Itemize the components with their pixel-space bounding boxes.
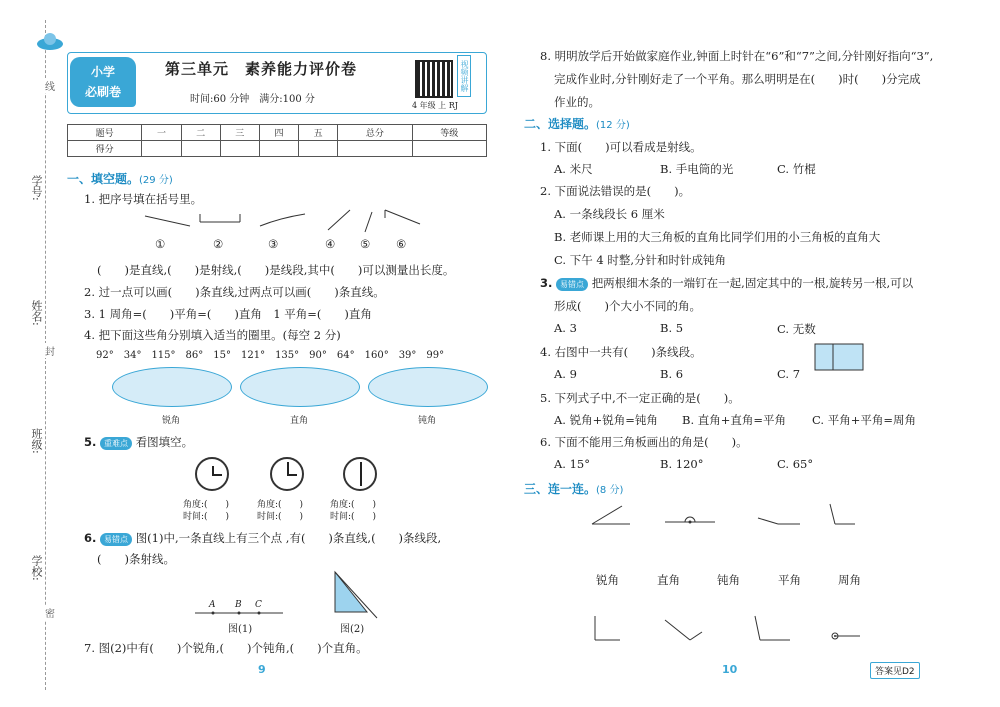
option[interactable]: B. 120°: [660, 457, 704, 471]
score-input[interactable]: [259, 141, 298, 157]
question-6-cont: ( )条射线。: [97, 552, 175, 566]
logo-line-2: 必刷卷: [84, 85, 121, 99]
score-input[interactable]: [412, 141, 486, 157]
choice-3-cont: 形成( )个大小不同的角。: [554, 299, 701, 313]
q1-label: ④: [325, 237, 336, 251]
option[interactable]: C. 竹棍: [777, 162, 816, 176]
section-title: 三、连一连。: [524, 482, 597, 496]
q1-label: ①: [155, 237, 166, 251]
score-table-header: [68, 125, 487, 141]
clock-degree: 角度:( ): [257, 500, 304, 510]
section-2-heading: [524, 115, 630, 132]
option[interactable]: A. 锐角+锐角=钝角: [554, 413, 658, 427]
q1-label: ⑥: [396, 237, 407, 251]
section-points: (8 分): [596, 485, 624, 496]
mascot-icon: [35, 30, 65, 52]
set-label: 钝角: [418, 416, 437, 426]
question-number: 5.: [84, 435, 97, 449]
option[interactable]: A. 3: [554, 321, 577, 335]
right-set-ellipse[interactable]: [240, 367, 360, 407]
match-label[interactable]: 直角: [657, 573, 680, 587]
table-cell: 等级: [412, 125, 486, 141]
acute-set-ellipse[interactable]: [112, 367, 232, 407]
question-text: 看图填空。: [135, 435, 194, 449]
brand-logo: [70, 57, 136, 107]
point-label: A: [209, 600, 216, 610]
exam-info: 时间:60 分钟 满分:100 分: [190, 94, 315, 105]
binding-seal-label: 封: [45, 343, 55, 358]
student-id-label: 学号:: [30, 175, 43, 201]
table-cell: 题号: [68, 125, 142, 141]
clock-icon: [270, 457, 304, 491]
q1-figures: [140, 208, 420, 248]
match-label[interactable]: 周角: [838, 573, 861, 587]
page-title: 第三单元 素养能力评价卷: [165, 60, 358, 78]
option[interactable]: B. 老师课上用的大三角板的直角比同学们用的小三角板的直角大: [554, 230, 881, 244]
grade-label: 4 年级 上 RJ: [412, 101, 458, 110]
score-table-row: [68, 141, 487, 157]
question-8-line-3: 作业的。: [554, 95, 600, 109]
question-number: 3.: [540, 276, 553, 290]
obtuse-set-ellipse[interactable]: [368, 367, 488, 407]
match-top-angles: [590, 502, 890, 532]
option[interactable]: A. 一条线段长 6 厘米: [554, 207, 665, 221]
option[interactable]: C. 平角+平角=周角: [812, 413, 916, 427]
option[interactable]: B. 直角+直角=平角: [682, 413, 787, 427]
question-number: 6.: [84, 531, 97, 545]
question-1: 1. 把序号填在括号里。: [84, 192, 203, 206]
option[interactable]: B. 6: [660, 367, 684, 381]
binding-dense-label: 密: [45, 605, 55, 620]
q1-label: ⑤: [360, 237, 371, 251]
question-text: 图(1)中,一条直线上有三个点 ,有( )条直线,( )条线段,: [135, 531, 442, 545]
score-table: [67, 124, 487, 157]
option[interactable]: C. 无数: [777, 322, 816, 336]
binding-strip: [0, 0, 60, 707]
figure-1-caption: 图(1): [228, 624, 253, 635]
question-7: 7. 图(2)中有( )个锐角,( )个钝角,( )个直角。: [84, 641, 368, 655]
point-label: C: [255, 600, 262, 610]
section-title: 一、填空题。: [67, 172, 140, 186]
q1-label: ②: [213, 237, 224, 251]
answer-reference: 答案见D2: [870, 662, 920, 679]
option[interactable]: C. 7: [777, 367, 801, 381]
school-label: 学校:: [30, 555, 43, 581]
clock-degree: 角度:( ): [183, 500, 230, 510]
table-cell: 得分: [68, 141, 142, 157]
angle-list: 92° 34° 115° 86° 15° 121° 135° 90° 64° 160° 39° 99°: [96, 350, 445, 361]
class-label: 班级:: [30, 428, 43, 454]
q1-answer: ( )是直线,( )是射线,( )是线段,其中( )可以测量出长度。: [97, 263, 455, 277]
table-cell: 一: [142, 125, 181, 141]
option[interactable]: B. 5: [660, 321, 684, 335]
question-text: 把两根细木条的一端钉在一起,固定其中的一根,旋转另一根,可以: [591, 276, 914, 290]
binding-line-label: 线: [45, 78, 55, 93]
choice-1: 1. 下面( )可以看成是射线。: [540, 140, 702, 154]
set-label: 锐角: [162, 416, 181, 426]
score-input[interactable]: [142, 141, 181, 157]
option[interactable]: A. 9: [554, 367, 577, 381]
clock-time: 时间:( ): [330, 512, 377, 522]
figure-2-triangle: [325, 572, 380, 620]
choice-4: 4. 右图中一共有( )条线段。: [540, 345, 702, 359]
choice-3: [540, 275, 913, 291]
question-2: 2. 过一点可以画( )条直线,过两点可以画( )条直线。: [84, 285, 385, 299]
table-cell: 三: [220, 125, 259, 141]
clock-degree: 角度:( ): [330, 500, 377, 510]
video-tag: 视频讲解: [457, 55, 471, 97]
option[interactable]: C. 下午 4 时整,分针和时针成钝角: [554, 253, 726, 267]
table-cell: 五: [299, 125, 338, 141]
question-3: 3. 1 周角=( )平角=( )直角 1 平角=( )直角: [84, 307, 372, 321]
point-label: B: [235, 600, 242, 610]
clock-time: 时间:( ): [183, 512, 230, 522]
q1-label: ③: [268, 237, 279, 251]
question-6: [84, 530, 441, 546]
choice-2: 2. 下面说法错误的是( )。: [540, 184, 691, 198]
table-cell: 四: [259, 125, 298, 141]
section-1-heading: [67, 170, 173, 187]
error-prone-badge: 易错点: [556, 278, 588, 291]
option[interactable]: A. 米尺: [554, 162, 593, 176]
score-input[interactable]: [299, 141, 338, 157]
rectangle-figure: [815, 344, 865, 372]
question-8-line-2: 完成作业时,分针刚好走了一个平角。那么明明是在( )时( )分完成: [554, 72, 921, 86]
clock-icon: [343, 457, 377, 491]
question-8: 8. 明明放学后开始做家庭作业,钟面上时针在“6”和“7”之间,分针刚好指向“3”,: [540, 49, 934, 63]
clock-icon: [195, 457, 229, 491]
key-point-badge: 重难点: [100, 437, 132, 450]
score-input[interactable]: [338, 141, 412, 157]
option[interactable]: B. 手电筒的光: [660, 162, 734, 176]
choice-6: 6. 下面不能用三角板画出的角是( )。: [540, 435, 748, 449]
option[interactable]: C. 65°: [777, 457, 814, 471]
option[interactable]: A. 15°: [554, 457, 590, 471]
figure-2-caption: 图(2): [340, 624, 365, 635]
score-input[interactable]: [220, 141, 259, 157]
page-number-right: 10: [722, 663, 738, 676]
question-4: 4. 把下面这些角分别填入适当的圈里。(每空 2 分): [84, 328, 341, 342]
section-points: (29 分): [139, 175, 173, 186]
match-bottom-angles: [590, 612, 880, 642]
table-cell: 二: [181, 125, 220, 141]
score-input[interactable]: [181, 141, 220, 157]
section-3-heading: [524, 480, 623, 497]
table-cell: 总分: [338, 125, 412, 141]
student-name-label: 姓名:: [30, 300, 43, 326]
clock-time: 时间:( ): [257, 512, 304, 522]
match-label[interactable]: 平角: [778, 573, 801, 587]
match-label[interactable]: 锐角: [596, 573, 619, 587]
section-title: 二、选择题。: [524, 117, 597, 131]
match-label[interactable]: 钝角: [717, 573, 740, 587]
qr-code-icon[interactable]: [415, 60, 453, 98]
error-prone-badge: 易错点: [100, 533, 132, 546]
choice-5: 5. 下列式子中,不一定正确的是( )。: [540, 391, 740, 405]
question-5: [84, 434, 193, 450]
page-number-left: 9: [258, 663, 266, 676]
logo-line-1: 小学: [90, 65, 115, 79]
set-label: 直角: [290, 416, 309, 426]
section-points: (12 分): [596, 120, 630, 131]
